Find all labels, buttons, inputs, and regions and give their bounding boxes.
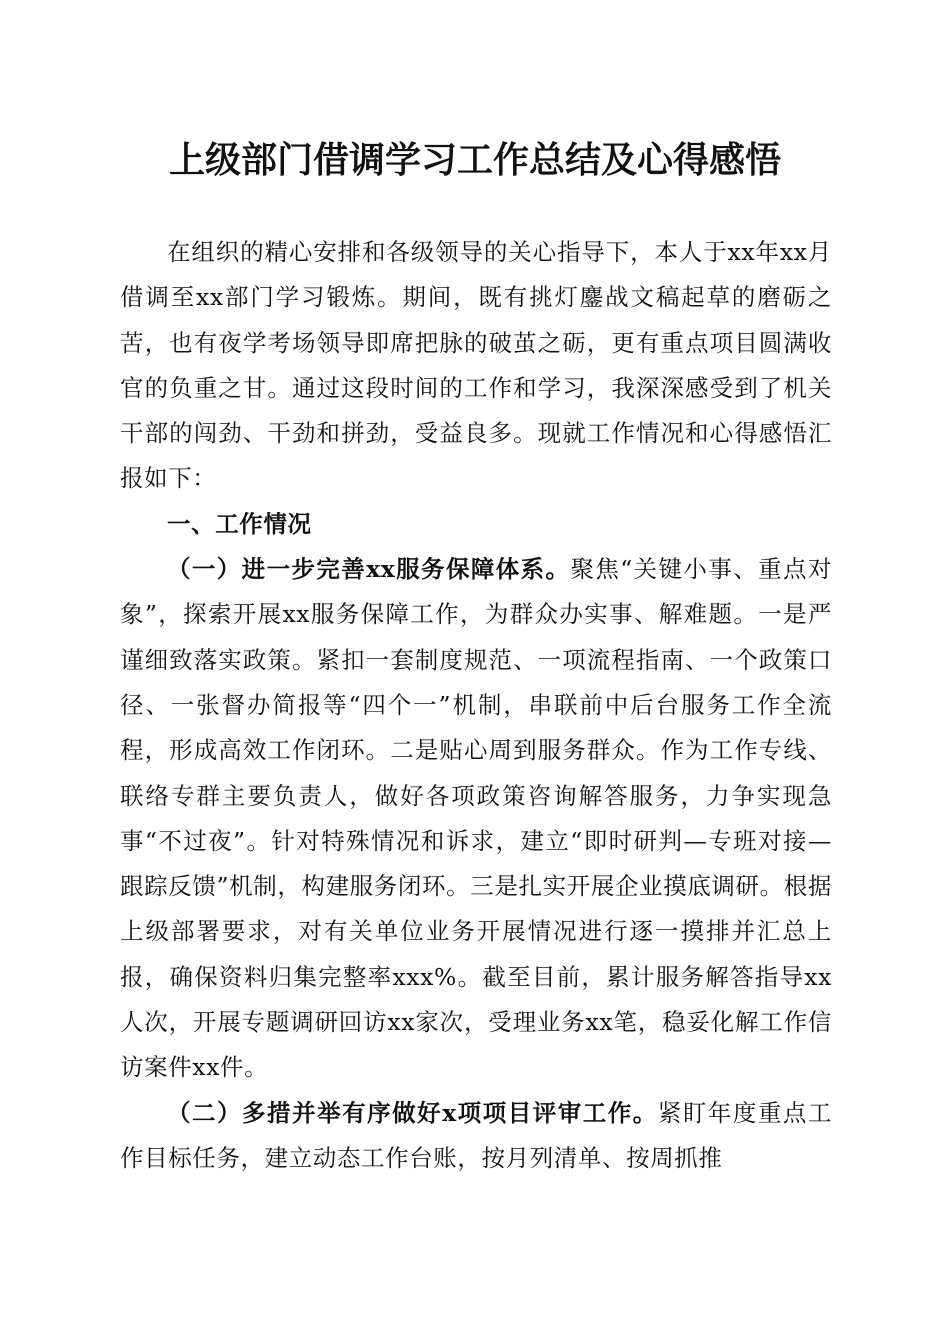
document-title: 上级部门借调学习工作总结及心得感悟 bbox=[168, 139, 781, 181]
item-heading-1: （一）进一步完善xx服务保障体系。 bbox=[167, 555, 571, 584]
item-heading-2: （二）多措并举有序做好x项项目评审工作。 bbox=[167, 1098, 658, 1127]
item-body-1: 聚焦“关键小事、重点对象”，探索开展xx服务保障工作，为群众办实事、解难题。一是严谨细致落实政策。紧扣一套制度规范、一项流程指南、一个政策口径、一张督办简报等“四个一”机制，串联前中后台服务工作全流程，形成高效工作闭环。二是贴心周到服务群众。作为工作专线、联络专群主要负责人，做好各项政策咨询解答服务，力争实现急事“不过夜”。针对特殊情况和诉求，建立“即时研判—专班对接—跟踪反馈”机制，构建服务闭环。三是扎实开展企业摸底调研。根据上级部署要求，对有关单位业务开展情况进行逐一摸排并汇总上报，确保资料归集完整率xxx%。截至目前，累计服务解答指导xx人次，开展专题调研回访xx家次，受理业务xx笔，稳妥化解工作信访案件xx件。 bbox=[120, 555, 832, 1082]
document-body bbox=[120, 230, 832, 1181]
section-heading-work-status: 一、工作情况 bbox=[167, 509, 312, 538]
item-paragraph-1 bbox=[120, 547, 832, 1091]
item-body-2: 紧盯年度重点工作目标任务，建立动态工作台账，按月列清单、按周抓推 bbox=[120, 1098, 833, 1172]
intro-paragraph: 在组织的精心安排和各级领导的关心指导下，本人于xx年xx月借调至xx部门学习锻炼。期间，既有挑灯鏖战文稿起草的磨砺之苦，也有夜学考场领导即席把脉的破茧之砺，更有重点项目圆满收官的负重之甘。通过这段时间的工作和学习，我深深感受到了机关干部的闯劲、干劲和拼劲，受益良多。现就工作情况和心得感悟汇报如下： bbox=[120, 238, 832, 493]
item-paragraph-2 bbox=[120, 1091, 832, 1182]
